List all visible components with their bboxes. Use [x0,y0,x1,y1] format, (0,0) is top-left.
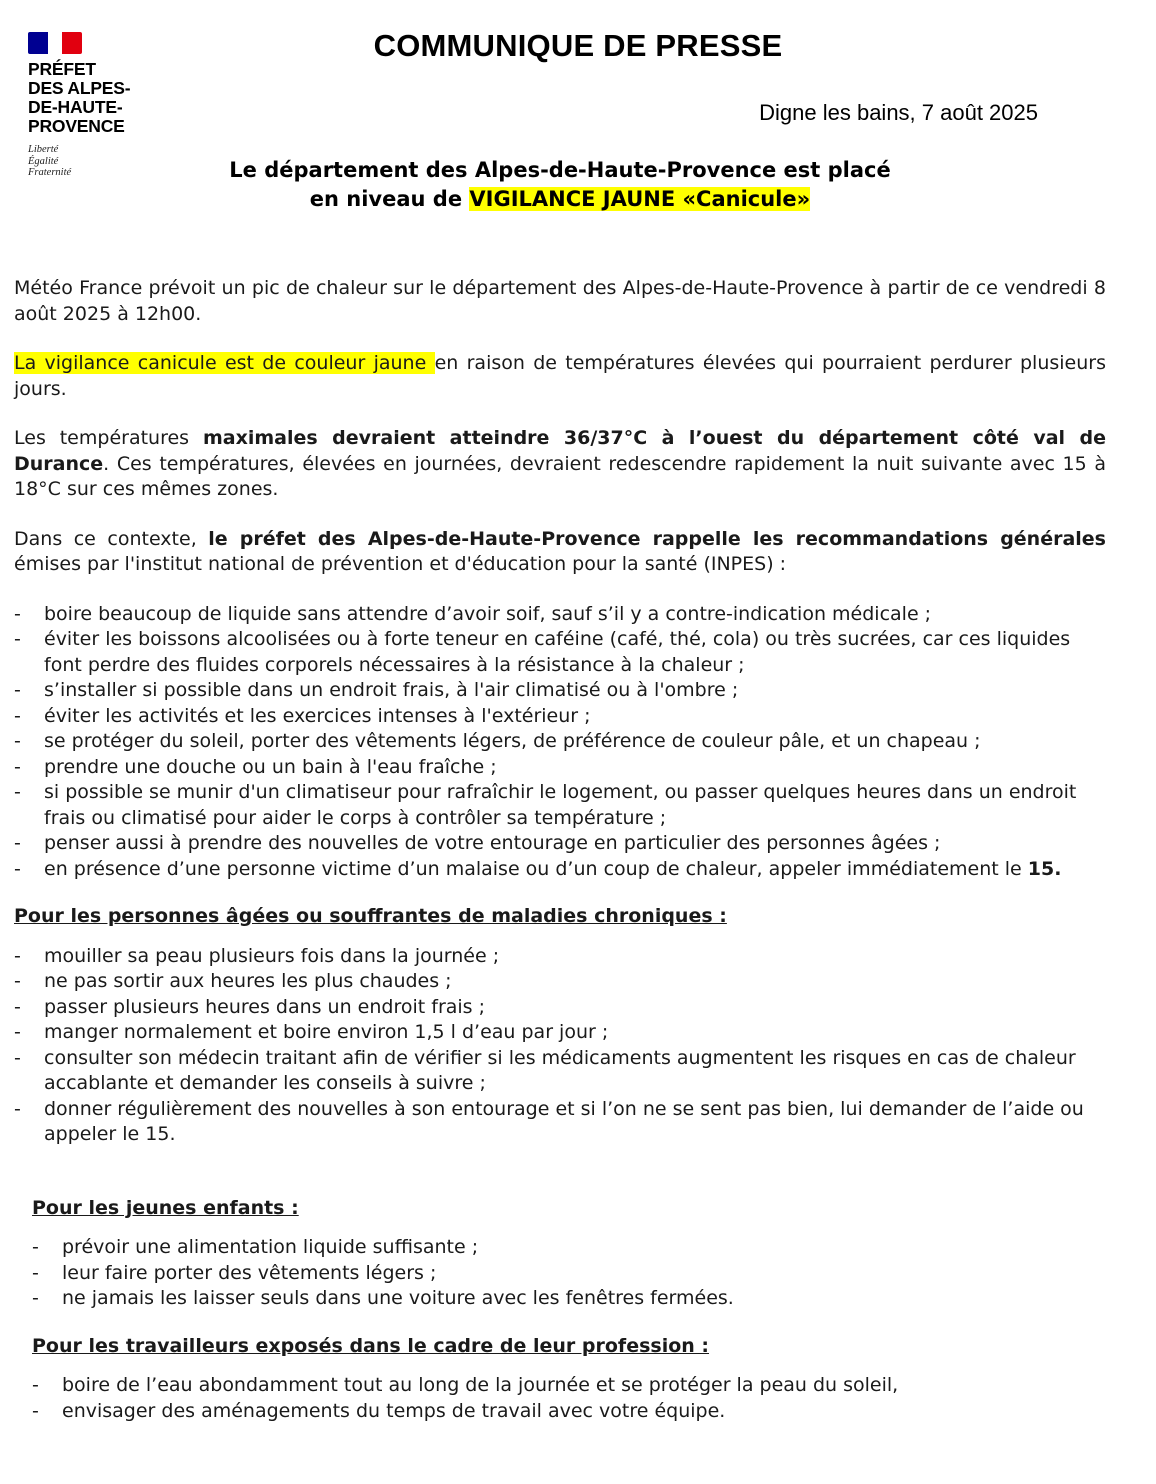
list-item: - s’installer si possible dans un endroit frais, à l'air climatisé ou à l'ombre ; [14,678,1106,704]
general-recommendations-list [14,602,1106,883]
paragraph-temperatures: Les températures maximales devraient atteindre 36/37°C à l’ouest du département côté val de Durance. Ces températures, élevées en journées, devraient redescendre rapidement la nuit suivante avec 15 à 18°C sur ces mêmes zones. [14,427,1106,500]
children-section [32,1196,1106,1425]
list-item: - envisager des aménagements du temps de travail avec votre équipe. [32,1399,1106,1425]
elderly-heading: Pour les personnes âgées ou souffrantes de maladies chroniques : [14,905,727,927]
list-item: - en présence d’une personne victime d’un malaise ou d’un coup de chaleur, appeler immédiatement le 15. [14,857,1106,883]
list-item: - prévoir une alimentation liquide suffisante ; [32,1235,1106,1261]
list-item: - donner régulièrement des nouvelles à son entourage et si l’on ne se sent pas bien, lui demander de l’aide ou appeler le 15. [14,1097,1106,1148]
prefecture-name: PRÉFET DES ALPES- DE-HAUTE- PROVENCE [28,59,131,136]
republic-motto: Liberté Égalité Fraternité [28,144,72,178]
list-item: - si possible se munir d'un climatiseur pour rafraîchir le logement, ou passer quelques heures dans un endroit frais ou climatisé pour aider le corps à contrôler sa température ; [14,780,1106,831]
list-item: - passer plusieurs heures dans un endroit frais ; [14,995,1106,1021]
list-item: - éviter les activités et les exercices intenses à l'extérieur ; [14,704,1106,730]
list-item: - penser aussi à prendre des nouvelles de votre entourage en particulier des personnes âgées ; [14,831,1106,857]
children-heading: Pour les jeunes enfants : [32,1196,299,1219]
list-item: - ne jamais les laisser seuls dans une voiture avec les fenêtres fermées. [32,1286,1106,1312]
list-item: - éviter les boissons alcoolisées ou à forte teneur en caféine (café, thé, cola) ou très sucrées, car ces liquides font perdre des fluides corporels nécessaires à la résistance à la chaleur ; [14,627,1106,678]
paragraph-context: Dans ce contexte, le préfet des Alpes-de-Haute-Provence rappelle les recommandations générales émises par l'institut national de prévention et d'éducation pour la santé (INPES) : [14,527,1106,575]
workers-list [32,1373,1106,1424]
children-list [32,1235,1106,1312]
list-item: - se protéger du soleil, porter des vêtements légers, de préférence de couleur pâle, et un chapeau ; [14,729,1106,755]
list-item: - boire de l’eau abondamment tout au long de la journée et se protéger la peau du soleil, [32,1373,1106,1399]
list-item: - boire beaucoup de liquide sans attendre d’avoir soif, sauf s’il y a contre-indication médicale ; [14,602,1106,628]
workers-heading: Pour les travailleurs exposés dans le cadre de leur profession : [32,1334,710,1357]
dateline: Digne les bains, 7 août 2025 [759,100,1038,125]
document-body [14,276,1106,1424]
paragraph-vigilance: La vigilance canicule est de couleur jaune en raison de températures élevées qui pourraient perdurer plusieurs jours. [14,352,1106,400]
vigilance-highlight: VIGILANCE JAUNE «Canicule» [469,187,811,211]
list-item: - manger normalement et boire environ 1,5 l d’eau par jour ; [14,1020,1106,1046]
headline: Le département des Alpes-de-Haute-Provence est placé en niveau de VIGILANCE JAUNE «Canicule» [229,158,891,211]
list-item: - mouiller sa peau plusieurs fois dans la journée ; [14,944,1106,970]
list-item: - consulter son médecin traitant afin de vérifier si les médicaments augmentent les risques en cas de chaleur accablante et demander les conseils à suivre ; [14,1046,1106,1097]
list-item: - leur faire porter des vêtements légers ; [32,1261,1106,1287]
document-title: COMMUNIQUE DE PRESSE [373,28,783,63]
list-item: - ne pas sortir aux heures les plus chaudes ; [14,969,1106,995]
paragraph-forecast: Météo France prévoit un pic de chaleur sur le département des Alpes-de-Haute-Provence à partir de ce vendredi 8 août 2025 à 12h00. [14,277,1106,325]
elderly-list [14,944,1106,1148]
list-item: - prendre une douche ou un bain à l'eau fraîche ; [14,755,1106,781]
